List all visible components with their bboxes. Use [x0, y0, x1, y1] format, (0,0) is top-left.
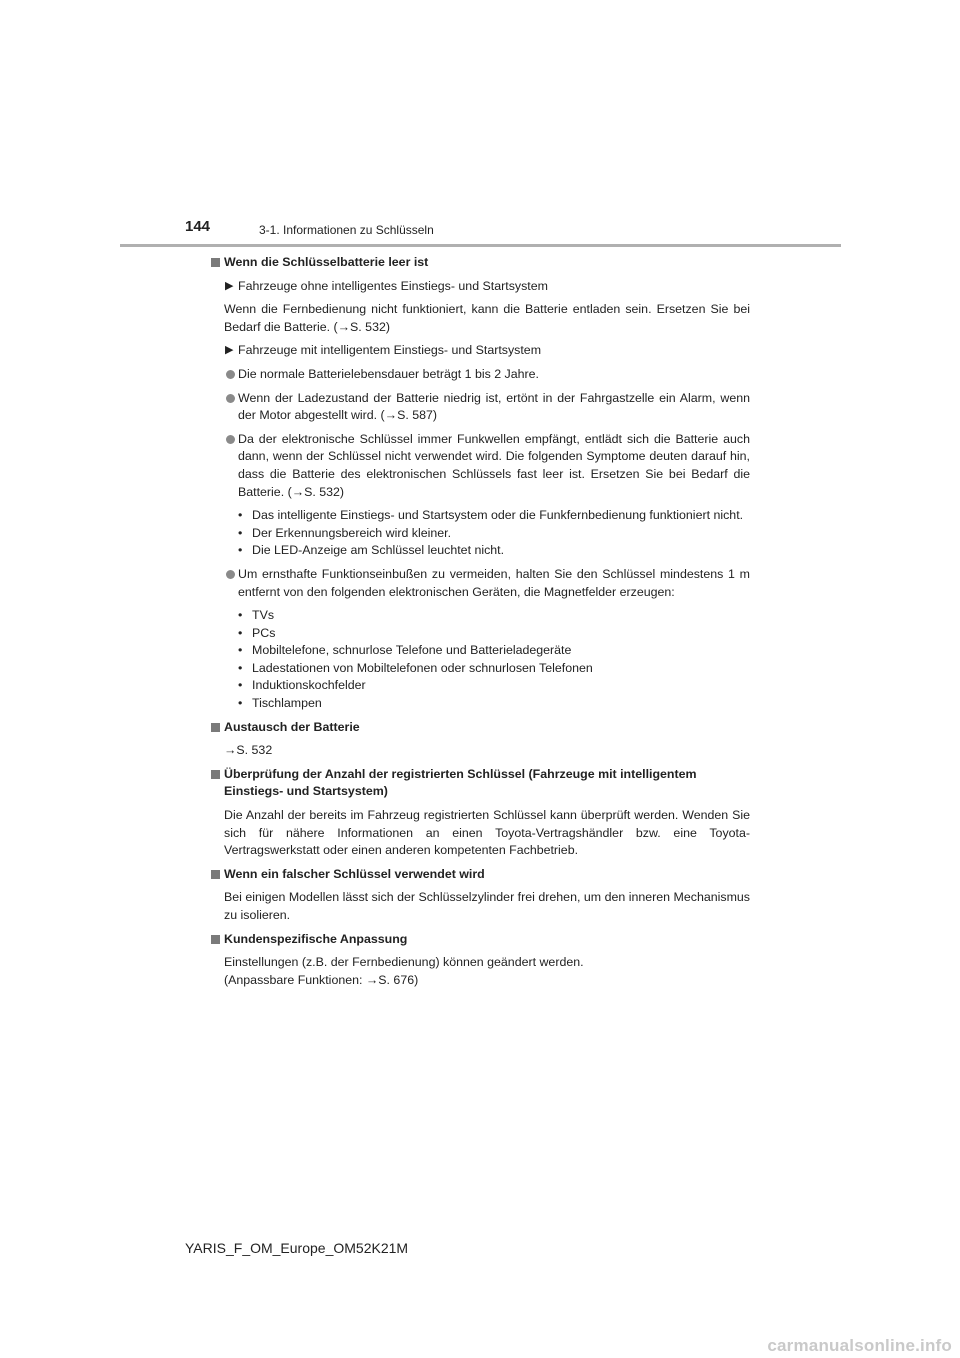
- paragraph-customization: Einstellungen (z.B. der Fernbedienung) können geändert werden. (Anpassbare Funktionen: →S. 676): [224, 955, 584, 987]
- device-list: [210, 607, 750, 713]
- dot-item-radio-waves: Da der elektronische Schlüssel immer Funkwellen empfängt, entlädt sich die Batterie auch dann, wenn der Schlüssel nicht verwendet wird. Die folgenden Symptome deuten darauf hin, dass die Batterie des elektronischen Schlüssels fast leer ist. Ersetzen Sie bei Bedarf die Batterie. (→S. 532): [210, 431, 750, 501]
- square-bullet-icon: [211, 870, 220, 879]
- circle-bullet-icon: [226, 570, 235, 579]
- section-title: 3-1. Informationen zu Schlüsseln: [259, 223, 434, 237]
- subheading-with-smart-system: ▶ Fahrzeuge mit intelligentem Einstiegs- und Startsystem: [210, 342, 750, 360]
- heading-customization: Kundenspezifische Anpassung: [210, 931, 750, 949]
- triangle-arrow-icon: ▶: [225, 279, 234, 292]
- square-bullet-icon: [211, 723, 220, 732]
- list-item: • PCs: [238, 625, 750, 643]
- list-item: • Induktionskochfelder: [238, 677, 750, 695]
- document-code: YARIS_F_OM_Europe_OM52K21M: [185, 1240, 409, 1256]
- dot-item-magnetic-fields: Um ernsthafte Funktionseinbußen zu vermeiden, halten Sie den Schlüssel mindestens 1 m entfernt von den folgenden elektronischen Geräten, die Magnetfelder erzeugen:: [210, 566, 750, 601]
- subheading-without-smart-system: ▶ Fahrzeuge ohne intelligentes Einstiegs- und Startsystem: [210, 278, 750, 296]
- list-item: • TVs: [238, 607, 750, 625]
- list-item: • Tischlampen: [238, 695, 750, 713]
- page-reference-link[interactable]: →S. 532: [224, 743, 273, 758]
- heading-registered-keys: Überprüfung der Anzahl der registrierten Schlüssel (Fahrzeuge mit intelligentem Einstiegs- und Startsystem): [210, 766, 750, 801]
- triangle-arrow-icon: ▶: [225, 344, 234, 357]
- paragraph-registered-keys: Die Anzahl der bereits im Fahrzeug registrierten Schlüssel kann überprüft werden. Wenden Sie sich für nähere Informationen an einen Toyota-Vertragshändler bzw. eine Toyota-Vertragswerkstatt oder einen anderen kompetenten Fachbetrieb.: [224, 808, 750, 858]
- circle-bullet-icon: [226, 394, 235, 403]
- list-item: • Mobiltelefone, schnurlose Telefone und Batterieladegeräte: [238, 642, 750, 660]
- dot-item-battery-life: Die normale Batterielebensdauer beträgt 1 bis 2 Jahre.: [210, 366, 750, 384]
- watermark: carmanualsonline.info: [767, 1336, 952, 1355]
- list-item: • Die LED-Anzeige am Schlüssel leuchtet nicht.: [238, 542, 750, 560]
- square-bullet-icon: [211, 935, 220, 944]
- page-number: 144: [185, 218, 211, 235]
- heading-wrong-key: Wenn ein falscher Schlüssel verwendet wird: [210, 866, 750, 884]
- paragraph-without-smart-system: Wenn die Fernbedienung nicht funktioniert, kann die Batterie entladen sein. Ersetzen Sie bei Bedarf die Batterie. (→S. 532): [224, 302, 750, 334]
- heading-battery-empty: Wenn die Schlüsselbatterie leer ist: [210, 254, 750, 272]
- heading-battery-replacement: Austausch der Batterie: [210, 719, 750, 737]
- list-item: • Das intelligente Einstiegs- und Startsystem oder die Funkfernbedienung funktioniert nicht.: [238, 507, 750, 525]
- symptom-list: [210, 507, 750, 560]
- circle-bullet-icon: [226, 370, 235, 379]
- header-rule: [120, 244, 841, 247]
- paragraph-wrong-key: Bei einigen Modellen lässt sich der Schlüsselzylinder frei drehen, um den inneren Mechanismus zu isolieren.: [224, 890, 750, 922]
- square-bullet-icon: [211, 258, 220, 267]
- list-item: • Der Erkennungsbereich wird kleiner.: [238, 525, 750, 543]
- page-content: [210, 254, 750, 989]
- circle-bullet-icon: [226, 435, 235, 444]
- list-item: • Ladestationen von Mobiltelefonen oder schnurlosen Telefonen: [238, 660, 750, 678]
- square-bullet-icon: [211, 770, 220, 779]
- dot-item-low-battery-alarm: Wenn der Ladezustand der Batterie niedrig ist, ertönt in der Fahrgastzelle ein Alarm, wenn der Motor abgestellt wird. (→S. 587): [210, 390, 750, 425]
